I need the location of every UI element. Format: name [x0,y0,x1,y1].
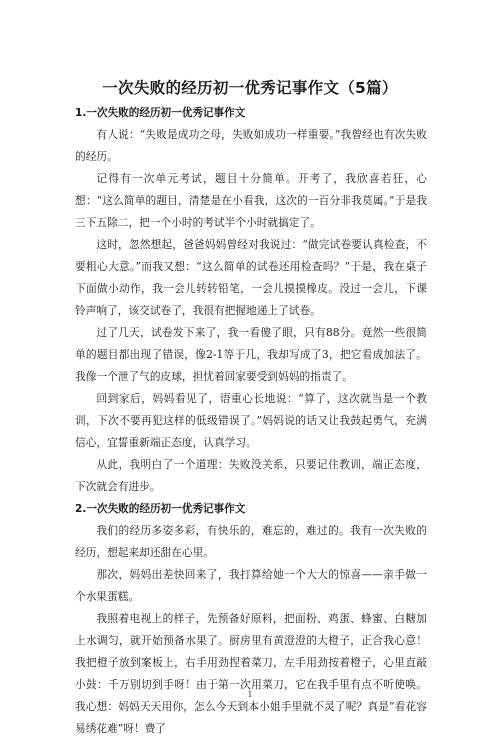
paragraph: 记得有一次单元考试，题目十分简单。开考了，我欣喜若狂，心想：“这么简单的题目，清楚是在小看我，这次的一百分非我莫属。”于是我三下五除二，把一个小时的考试半个小时就搞定了。 [75,172,427,229]
page-number: 1 [247,690,253,699]
section-heading: 1.一次失败的经历初一优秀记事作文 [75,107,246,119]
paragraph: 我们的经历多姿多彩，有快乐的，难忘的，难过的。我有一次失败的经历，想起来却还甜在心里。 [75,524,427,559]
paragraph: 过了几天，试卷发下来了，我一看傻了眼，只有88分。竟然一些很简单的题目都出现了错误，像2-1等于几，我却写成了3，把它看成加法了。我像一个泄了气的皮球，担忧着回家要受到妈妈的指责了。 [75,326,427,383]
document-body [75,102,427,740]
paragraph: 从此，我明白了一个道理：失败没关系，只要记住教训，端正态度，下次就会有进步。 [75,458,427,493]
document-title: 一次失败的经历初一优秀记事作文（5篇） [102,79,398,97]
paragraph: 我照着电视上的样子，先预备好原料，把面粉、鸡蛋、蜂蜜、白糖加上水调匀，就开始预备水果了。厨房里有黄澄澄的大橙子，正合我心意！我把橙子放到案板上，右手用劲捏着菜刀，左手用劲按着橙子，心里直敲小鼓：千万别切到手呀！由于第一次用菜刀，它在我手里有点不听使唤。我心想：妈妈天天用你，怎么今天到本小姐手里就不灵了呢？真是“看花容易绣花难”呀！费了 [75,612,427,735]
paragraph: 这时，忽然想起，爸爸妈妈曾经对我说过：“做完试卷要认真检查，不要粗心大意。”而我又想：“这么简单的试卷还用检查吗？”于是，我在桌子下面做小动作，我一会儿转转铅笔，一会儿摸摸橡皮。没过一会儿，下课铃声响了，该交试卷了，我很有把握地递上了试卷。 [75,238,427,317]
paragraph: 有人说：“失败是成功之母，失败如成功一样重要。”我曾经也有次失败的经历。 [75,128,427,163]
section-heading: 2.一次失败的经历初一优秀记事作文 [75,503,246,515]
paragraph: 那次，妈妈出差快回来了，我打算给她一个大大的惊喜——亲手做一个水果蛋糕。 [75,568,427,603]
paragraph: 回到家后，妈妈看见了，语重心长地说：“算了，这次就当是一个教训，下次不要再犯这样的低级错误了。”妈妈说的话又让我鼓起勇气，充满信心，宜誓重新端正态度，认真学习。 [75,392,427,449]
